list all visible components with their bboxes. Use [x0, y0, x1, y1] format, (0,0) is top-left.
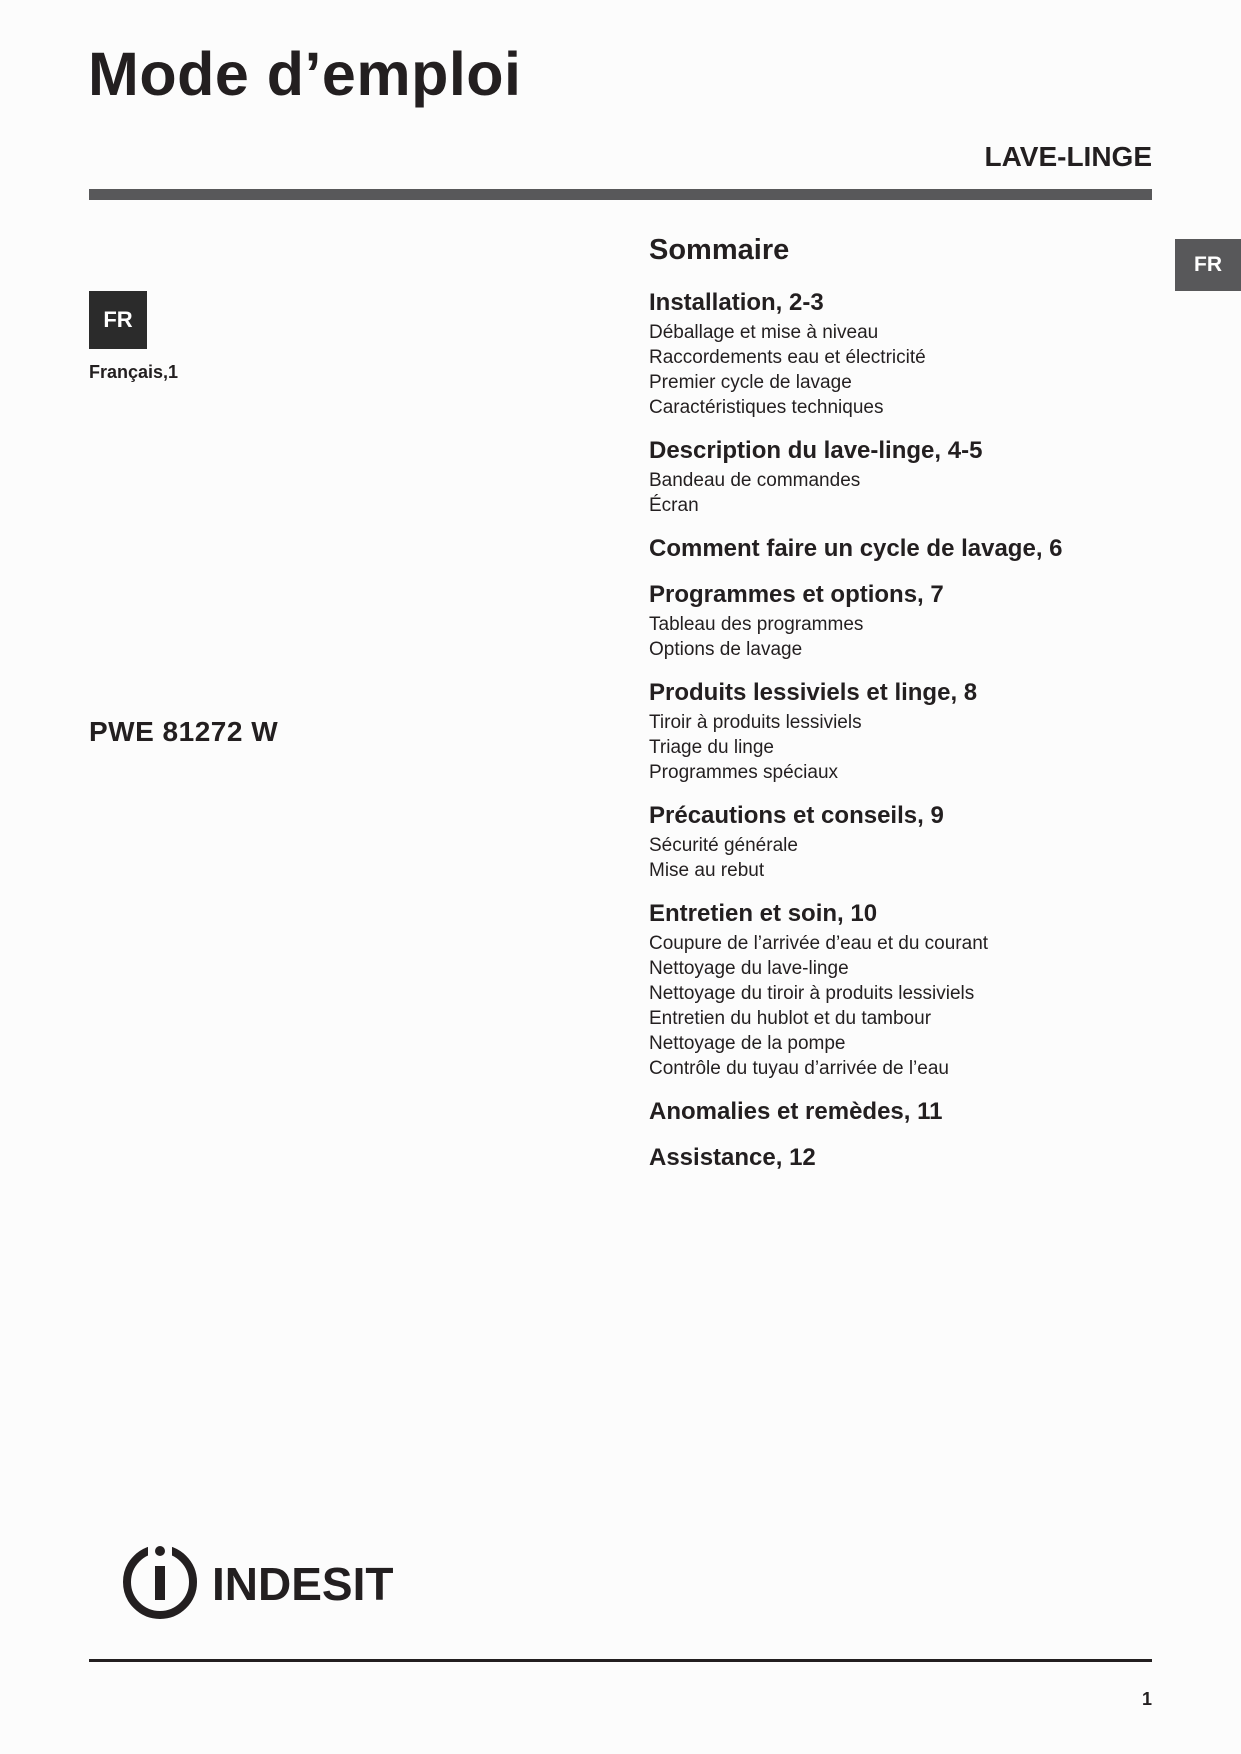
- toc-section-title: Programmes et options, 7: [649, 581, 944, 608]
- toc-section: [649, 534, 1149, 564]
- toc-item: Raccordements eau et électricité: [649, 347, 926, 368]
- toc-item: Coupure de l’arrivée d’eau et du courant: [649, 933, 989, 954]
- toc-item: Mise au rebut: [649, 860, 765, 881]
- toc-section-title: Anomalies et remèdes, 11: [649, 1098, 943, 1125]
- logo-dot: [155, 1546, 165, 1556]
- language-label: Français,1: [89, 362, 179, 382]
- toc-item: Bandeau de commandes: [649, 470, 861, 491]
- toc-section-title: Entretien et soin, 10: [649, 900, 878, 927]
- toc-section: [649, 1143, 1149, 1173]
- toc-section: [649, 899, 1149, 1081]
- toc-item: Nettoyage du tiroir à produits lessiviels: [649, 983, 975, 1004]
- logo-stem: [155, 1566, 165, 1600]
- toc-item: Programmes spéciaux: [649, 762, 839, 783]
- footer-rule: [89, 1659, 1152, 1662]
- toc-section: [649, 1097, 1149, 1127]
- document-title: Mode d’emploi: [88, 40, 522, 108]
- toc-item: Options de lavage: [649, 639, 803, 660]
- model-number: PWE 81272 W: [89, 716, 279, 747]
- toc-section-title: Précautions et conseils, 9: [649, 802, 944, 829]
- toc-section-title: Assistance, 12: [649, 1144, 816, 1171]
- toc-item: Premier cycle de lavage: [649, 372, 852, 393]
- toc-item: Écran: [649, 495, 699, 516]
- toc-item: Contrôle du tuyau d’arrivée de l’eau: [649, 1058, 949, 1079]
- toc-section-title: Installation, 2-3: [649, 289, 824, 316]
- toc-item: Nettoyage du lave-linge: [649, 958, 849, 979]
- toc-section: [649, 801, 1149, 883]
- toc-heading: Sommaire: [649, 234, 790, 266]
- toc-item: Entretien du hublot et du tambour: [649, 1008, 932, 1029]
- toc-section-title: Description du lave-linge, 4-5: [649, 437, 983, 464]
- toc-section: [649, 580, 1149, 662]
- toc-sections: [649, 288, 1149, 1173]
- indesit-logo-icon: [120, 1542, 420, 1626]
- toc-item: Tiroir à produits lessiviels: [649, 712, 862, 733]
- brand-logo: [120, 1542, 420, 1626]
- toc-item: Nettoyage de la pompe: [649, 1033, 846, 1054]
- toc-section: [649, 288, 1149, 420]
- language-side-tab: FR: [1175, 239, 1241, 291]
- brand-wordmark: INDESIT: [212, 1558, 394, 1610]
- toc-item: Sécurité générale: [649, 835, 798, 856]
- toc-section-title: Comment faire un cycle de lavage, 6: [649, 535, 1063, 562]
- toc-item: Tableau des programmes: [649, 614, 864, 635]
- table-of-contents: [649, 232, 1149, 1189]
- toc-section: [649, 436, 1149, 518]
- toc-item: Triage du linge: [649, 737, 774, 758]
- toc-section-title: Produits lessiviels et linge, 8: [649, 679, 978, 706]
- toc-section: [649, 678, 1149, 785]
- toc-item: Caractéristiques techniques: [649, 397, 884, 418]
- language-badge: FR: [89, 291, 147, 349]
- toc-item: Déballage et mise à niveau: [649, 322, 879, 343]
- header-rule: [89, 189, 1152, 200]
- product-type: LAVE-LINGE: [984, 141, 1152, 172]
- page-number: 1: [1141, 1689, 1152, 1709]
